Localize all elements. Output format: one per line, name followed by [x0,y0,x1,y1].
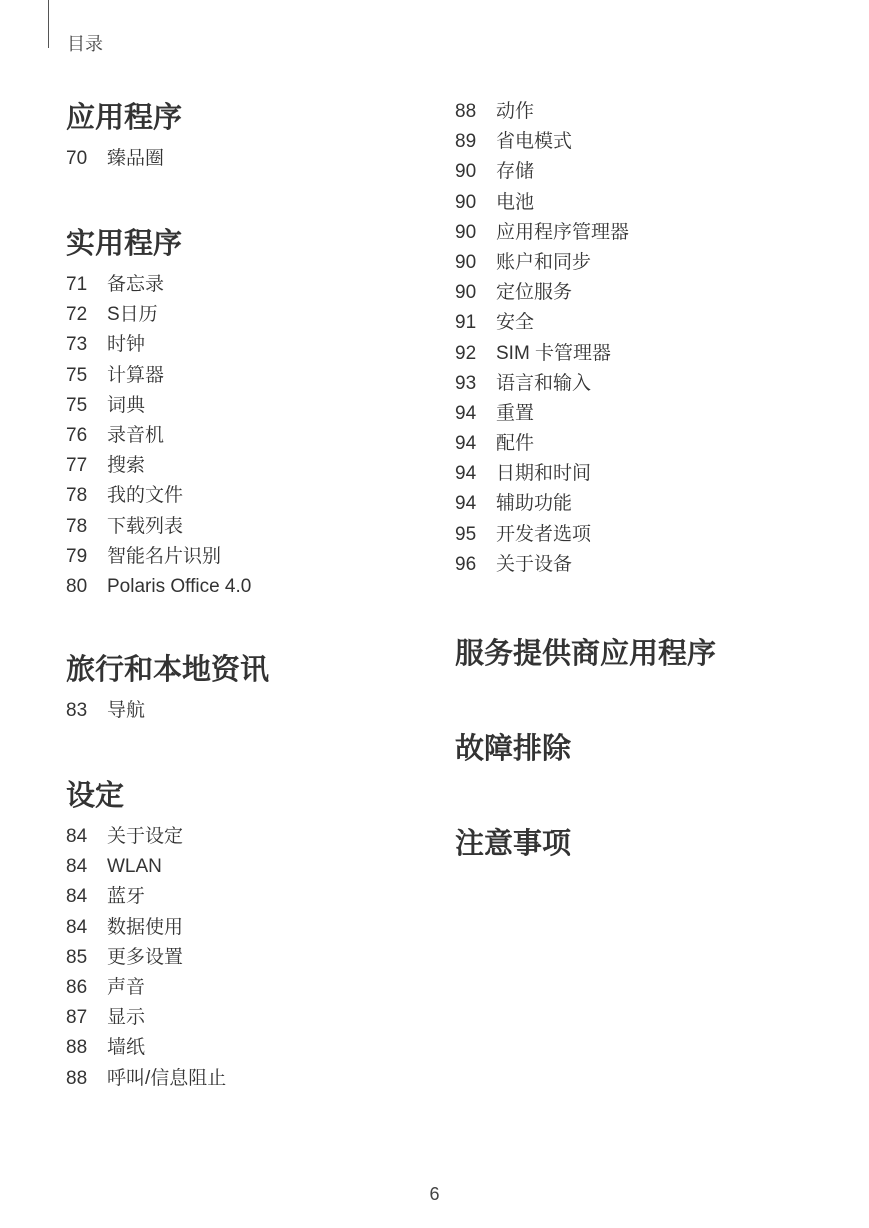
entry-label: 计算器 [107,364,165,386]
page-number: 83 [66,700,88,721]
page-number: 90 [455,221,477,243]
toc-section-settings-cont [455,97,629,580]
section-title[interactable]: 设定 [66,780,125,812]
section-title[interactable]: 应用程序 [66,102,183,134]
toc-entry[interactable] [455,550,629,580]
page-number: 90 [455,251,477,273]
page-number: 75 [66,394,88,416]
toc-entry[interactable] [66,1033,226,1063]
page-number: 88 [66,1037,88,1059]
entry-label: Polaris Office 4.0 [107,575,252,597]
toc-section-travel [66,650,269,726]
toc-entry[interactable] [66,572,251,602]
page-number: 73 [66,334,88,356]
entry-label: 时钟 [107,334,146,356]
page-number: 91 [455,312,477,334]
toc-entry[interactable] [66,913,226,943]
page-number: 78 [66,515,88,537]
entry-label: 电池 [496,191,535,213]
entry-label: 开发者选项 [496,523,592,545]
toc-section-troubleshooting [455,729,571,769]
entry-label: S日历 [107,304,158,326]
page-number: 84 [66,856,88,878]
page-number: 94 [455,433,477,455]
toc-entry[interactable] [66,852,226,882]
toc-entry[interactable] [455,188,629,218]
page-number: 93 [455,372,477,394]
page-number: 71 [66,274,88,295]
toc-entry[interactable] [66,822,226,852]
page-number: 96 [455,553,477,575]
toc-entry[interactable] [455,339,629,369]
toc-entry[interactable] [455,520,629,550]
page-number: 77 [66,455,88,477]
entry-label: 录音机 [107,424,165,446]
page-number: 80 [66,575,88,597]
entry-label: 词典 [107,394,146,416]
entry-label: 更多设置 [107,946,184,968]
entry-label: 墙纸 [107,1037,146,1059]
toc-entry[interactable] [455,459,629,489]
toc-entry[interactable] [66,542,251,572]
section-title[interactable]: 服务提供商应用程序 [455,638,717,670]
footer-page-number: 6 [429,1184,440,1204]
entry-label: WLAN [107,856,162,878]
entry-label: 声音 [107,976,146,998]
toc-entry[interactable] [66,512,251,542]
toc-entry[interactable] [66,943,226,973]
toc-section-carrier-apps [455,634,716,674]
entry-label: 下载列表 [107,515,184,537]
entry-label: 动作 [496,101,535,122]
entry-label: 省电模式 [496,131,573,153]
toc-entry[interactable] [66,1064,226,1094]
toc-entry[interactable] [455,97,629,127]
page-number: 75 [66,364,88,386]
page-number: 87 [66,1007,88,1029]
toc-entry[interactable] [455,489,629,519]
toc-section-settings [66,776,226,1094]
page-number: 90 [455,161,477,183]
toc-entry[interactable] [66,1003,226,1033]
toc-section-utilities [66,224,251,602]
entry-label: 显示 [107,1007,146,1029]
page-number: 79 [66,545,88,567]
section-title[interactable]: 故障排除 [455,733,572,765]
entry-label: 应用程序管理器 [496,221,630,243]
page-number: 85 [66,946,88,968]
page-number: 90 [455,191,477,213]
entry-label: 存储 [496,161,535,183]
toc-entry[interactable] [455,399,629,429]
toc-entry[interactable] [66,330,251,360]
entry-label: 语言和输入 [496,372,592,394]
page-number: 84 [66,886,88,908]
entry-label: 臻品圈 [107,148,165,169]
page-number: 95 [455,523,477,545]
toc-entry[interactable] [66,421,251,451]
entry-label: 蓝牙 [107,886,146,908]
page-number: 70 [66,148,88,169]
entry-label: 定位服务 [496,282,573,304]
entry-label: 配件 [496,433,535,455]
page-number: 90 [455,282,477,304]
page-number: 94 [455,402,477,424]
toc-entry[interactable] [66,973,226,1003]
toc-entry[interactable] [455,127,629,157]
toc-entry[interactable] [66,144,182,174]
toc-section-notices [455,824,571,864]
entry-label: 备忘录 [107,274,165,295]
header-rule [48,0,49,48]
entry-label: 重置 [496,402,535,424]
toc-entry[interactable] [66,481,251,511]
toc-entry[interactable] [66,391,251,421]
entry-label: 导航 [107,700,146,721]
page-number: 94 [455,463,477,485]
entry-label: 数据使用 [107,916,184,938]
page-number: 72 [66,304,88,326]
toc-entry[interactable] [66,361,251,391]
toc-entry[interactable] [455,278,629,308]
page-number: 88 [66,1067,88,1089]
page-number: 76 [66,424,88,446]
toc-entry[interactable] [455,157,629,187]
entry-label: 日期和时间 [496,463,592,485]
page-number: 86 [66,976,88,998]
toc-section-apps [66,98,182,174]
entry-label: 辅助功能 [496,493,573,515]
entry-label: 账户和同步 [496,251,592,273]
page-number: 84 [66,826,88,847]
toc-entry[interactable] [455,248,629,278]
section-title[interactable]: 注意事项 [455,828,572,860]
page-number: 78 [66,485,88,507]
entry-label: 智能名片识别 [107,545,222,567]
entry-label: 搜索 [107,455,146,477]
toc-entry[interactable] [66,696,269,726]
toc-entry[interactable] [66,300,251,330]
entry-label: 安全 [496,312,535,334]
toc-entry[interactable] [455,429,629,459]
toc-entry[interactable] [455,218,629,248]
entry-label: 呼叫/信息阻止 [107,1067,227,1089]
page-number: 89 [455,131,477,153]
toc-entry[interactable] [455,369,629,399]
toc-entry[interactable] [66,270,251,300]
toc-entry[interactable] [455,308,629,338]
section-title[interactable]: 实用程序 [66,228,183,260]
section-title[interactable]: 旅行和本地资讯 [66,654,270,686]
toc-entry[interactable] [66,451,251,481]
entry-label: 关于设定 [107,826,184,847]
toc-entry[interactable] [66,882,226,912]
entry-label: 我的文件 [107,485,184,507]
page-number: 92 [455,342,477,364]
page-number: 94 [455,493,477,515]
entry-label: SIM 卡管理器 [496,342,612,364]
page-number: 84 [66,916,88,938]
entry-label: 关于设备 [496,553,573,575]
header-title: 目录 [67,34,103,54]
page-number: 88 [455,101,477,122]
